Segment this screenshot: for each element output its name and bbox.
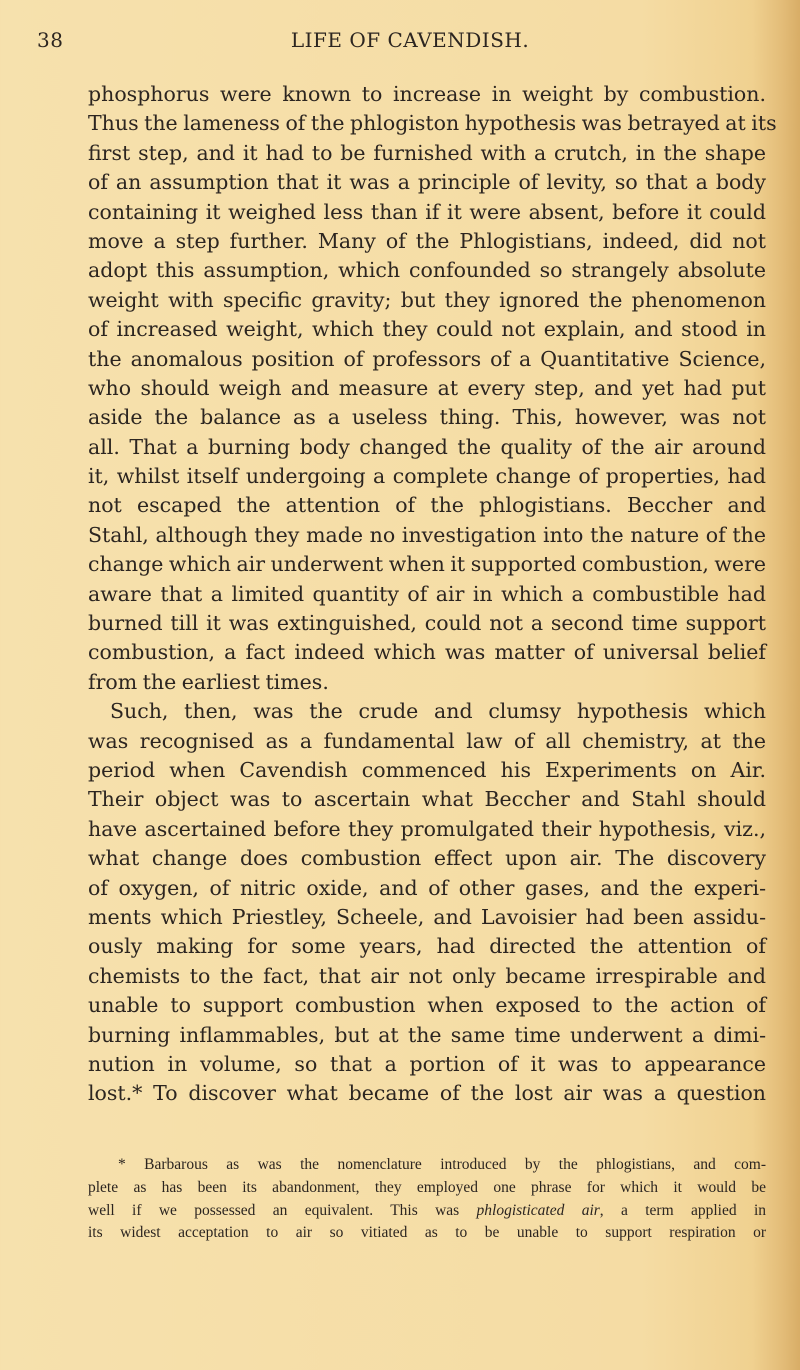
text-line: what change does combustion effect upon air. The discovery	[88, 846, 766, 871]
text-line: first step, and it had to be furnished with a crutch, in the shape	[88, 140, 766, 165]
text-line: change which air underwent when it supported combustion, were	[88, 552, 766, 577]
text-line: aside the balance as a useless thing. This, however, was not	[88, 405, 766, 430]
text-line: all. That a burning body changed the quality of the air around	[88, 434, 766, 459]
text-line: of oxygen, of nitric oxide, and of other gases, and the experi-	[88, 875, 766, 900]
text-line: was recognised as a fundamental law of all chemistry, at the	[88, 728, 766, 753]
text-line: weight with specific gravity; but they ignored the phenomenon	[88, 287, 766, 312]
text-line: aware that a limited quantity of air in which a combustible had	[88, 581, 766, 606]
text-line: have ascertained before they promulgated their hypothesis, viz.,	[88, 816, 766, 841]
text-line: Stahl, although they made no investigation into the nature of the	[88, 522, 766, 547]
text-line: ments which Priestley, Scheele, and Lavoisier had been assidu-	[88, 904, 766, 929]
text-line: phosphorus were known to increase in weight by combustion.	[88, 82, 766, 106]
text-line: burned till it was extinguished, could not a second time support	[88, 611, 766, 636]
page-number: 38	[37, 28, 64, 52]
footnote-italic-term: phlogisticated air	[476, 1201, 600, 1219]
text-line: Thus the lameness of the phlogiston hypothesis was betrayed at its	[88, 111, 777, 136]
text-line: chemists to the fact, that air not only became irrespirable and	[88, 963, 766, 988]
footnote-line	[88, 1200, 766, 1223]
footnote-line: plete as has been its abandonment, they employed one phrase for which it would be	[88, 1178, 766, 1196]
text-line: it, whilst itself undergoing a complete change of properties, had	[88, 464, 766, 489]
footnote-text: , a term applied in	[599, 1201, 766, 1219]
text-line: combustion, a fact indeed which was matter of universal belief	[88, 640, 766, 665]
text-line: who should weigh and measure at every step, and yet had put	[88, 375, 766, 400]
text-line: containing it weighed less than if it were absent, before it could	[88, 199, 766, 224]
running-title: LIFE OF CAVENDISH.	[290, 28, 530, 52]
body-text	[88, 80, 777, 1109]
footnote-text: well if we possessed an equivalent. This was	[88, 1201, 477, 1219]
text-line: ously making for some years, had directed the attention of	[88, 934, 766, 959]
text-line: of an assumption that it was a principle of levity, so that a body	[88, 170, 766, 195]
text-line: the anomalous position of professors of a Quantitative Science,	[88, 346, 766, 371]
text-line: Such, then, was the crude and clumsy hypothesis which	[110, 699, 766, 724]
footnote	[88, 1154, 766, 1245]
text-line: not escaped the attention of the phlogistians. Beccher and	[88, 493, 766, 518]
text-line: lost.* To discover what became of the lost air was a question	[88, 1081, 766, 1106]
footnote-line: * Barbarous as was the nomenclature introduced by the phlogistians, and com-	[118, 1156, 766, 1173]
text-line: unable to support combustion when exposed to the action of	[88, 993, 766, 1018]
text-line: period when Cavendish commenced his Experiments on Air.	[88, 757, 766, 782]
text-line: Their object was to ascertain what Beccher and Stahl should	[88, 787, 766, 812]
text-line: of increased weight, which they could not explain, and stood in	[88, 317, 766, 342]
text-line: adopt this assumption, which confounded so strangely absolute	[88, 258, 766, 283]
text-line: nution in volume, so that a portion of it was to appearance	[88, 1051, 766, 1076]
text-line: from the earliest times.	[88, 669, 329, 694]
footnote-line: its widest acceptation to air so vitiated as to be unable to support respiration or	[88, 1224, 766, 1242]
text-line: move a step further. Many of the Phlogistians, indeed, did not	[88, 228, 766, 253]
text-line: burning inflammables, but at the same time underwent a dimi-	[88, 1022, 766, 1047]
